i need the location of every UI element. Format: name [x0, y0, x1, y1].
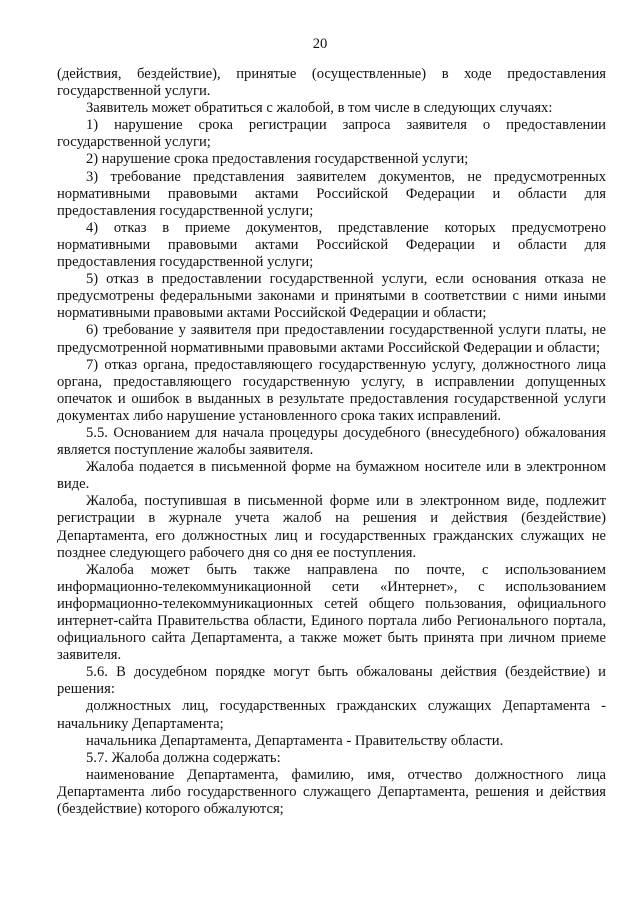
document-body [57, 66, 606, 818]
paragraph-complaint-form: Жалоба подается в письменной форме на бумажном носителе или в электронном виде. [57, 459, 606, 493]
page-number: 20 [312, 36, 328, 52]
list-item-1: 1) нарушение срока регистрации запроса заявителя о предоставлении государственной услуги; [57, 117, 606, 151]
section-5-5: 5.5. Основанием для начала процедуры досудебного (внесудебного) обжалования является поступление жалобы заявителя. [57, 424, 606, 459]
paragraph-complaint-contents: наименование Департамента, фамилию, имя, отчество должностного лица Департамента либо государственного служащего Департамента, решения и действия (бездействие) которого обжалуются; [57, 766, 606, 818]
paragraph-complaint-cases-intro: Заявитель может обратиться с жалобой, в том числе в следующих случаях: [86, 100, 553, 117]
paragraph-complaint-registration: Жалоба, поступившая в письменной форме или в электронном виде, подлежит регистрации в журнале учета жалоб на решения и действия (бездействие) Департамента, его должностных лиц и государственных гражданских служащих не позднее следующего рабочего дня со дня ее поступления. [57, 493, 606, 561]
list-item-4: 4) отказ в приеме документов, представление которых предусмотрено нормативными правовыми актами Российской Федерации и области для предоставления государственной услуги; [57, 219, 606, 271]
paragraph-appeal-officials: должностных лиц, государственных гражданских служащих Департамента - начальнику Департамента; [57, 698, 606, 732]
list-item-7: 7) отказ органа, предоставляющего государственную услугу, должностного лица органа, предоставляющего государственную услугу, в исправлении допущенных опечаток и ошибок в выданных в результате предоставления государственной услуги документах либо нарушение установленного срока таких исправлений. [57, 356, 606, 424]
section-5-6: 5.6. В досудебном порядке могут быть обжалованы действия (бездействие) и решения: [57, 664, 606, 698]
list-item-3: 3) требование представления заявителем документов, не предусмотренных нормативными правовыми актами Российской Федерации и области для предоставления государственной услуги; [57, 168, 606, 219]
paragraph-complaint-channels: Жалоба может быть также направлена по почте, с использованием информационно-телекоммуникационной сети «Интернет», с использованием информационно-телекоммуникационных сетей общего пользования, официального интернет-сайта Правительства области, Единого портала либо Регионального портала, официального сайта Департамента, а также может быть принята при личном приеме заявителя. [57, 561, 606, 664]
paragraph-continuation: (действия, бездействие), принятые (осуществленные) в ходе предоставления государственной услуги. [57, 66, 606, 100]
section-5-7: 5.7. Жалоба должна содержать: [86, 749, 281, 766]
paragraph-appeal-head: начальника Департамента, Департамента - Правительству области. [86, 732, 504, 749]
list-item-2: 2) нарушение срока предоставления государственной услуги; [86, 151, 469, 168]
list-item-6: 6) требование у заявителя при предоставлении государственной услуги платы, не предусмотренной нормативными правовыми актами Российской Федерации и области; [57, 322, 606, 356]
list-item-5: 5) отказ в предоставлении государственной услуги, если основания отказа не предусмотрены федеральными законами и принятыми в соответствии с ними иными нормативными правовыми актами Российской Федерации и области; [57, 271, 606, 322]
